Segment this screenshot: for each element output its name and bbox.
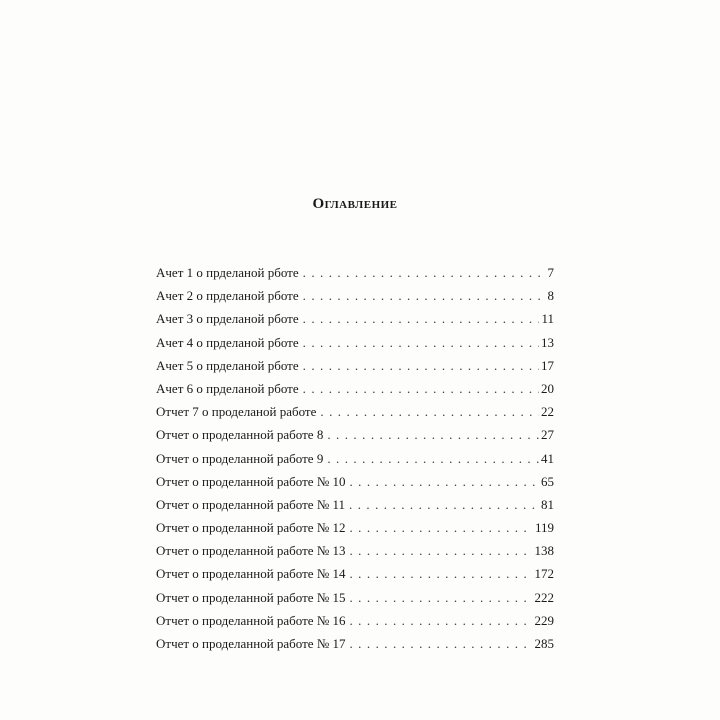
toc-entry	[156, 307, 554, 330]
toc-entry-label: Отчет о проделанной работе № 12	[156, 520, 346, 536]
toc-leader-dots	[349, 609, 532, 632]
toc-leader-dots	[303, 261, 546, 284]
toc-entry-label: Отчет о проделанной работе № 11	[156, 496, 345, 512]
toc-entry-page: 17	[541, 357, 554, 373]
toc-entry-page: 81	[541, 496, 554, 512]
toc-entry	[156, 562, 554, 585]
toc-leader-dots	[349, 470, 539, 493]
toc-entry	[156, 493, 554, 516]
toc-leader-dots	[327, 447, 539, 470]
toc-entry-label: Отчет о проделанной работе 9	[156, 450, 324, 466]
toc-entry-page: 20	[541, 380, 554, 396]
toc-entry-label: Ачет 1 о прделаной рботе	[156, 265, 299, 280]
toc-entry-label: Отчет о проделанной работе № 16	[156, 612, 346, 628]
toc-entry-label: Отчет о проделанной работе 8	[156, 427, 324, 443]
toc-entry	[156, 354, 554, 377]
toc-entry	[156, 331, 554, 354]
toc-entry-page: 11	[541, 311, 554, 327]
toc-entry-page: 7	[547, 265, 554, 280]
toc-entry	[156, 400, 554, 423]
toc-leader-dots	[303, 307, 540, 330]
toc-leader-dots	[303, 284, 546, 307]
toc-entry	[156, 447, 554, 470]
toc-entry-page: 229	[534, 612, 554, 628]
toc-entry-page: 222	[534, 589, 554, 605]
toc-entry-page: 65	[541, 473, 554, 489]
toc-entry-page: 138	[534, 543, 554, 559]
toc-entry-page: 13	[541, 334, 554, 350]
toc-entry-label: Отчет о проделанной работе № 14	[156, 566, 346, 582]
toc-entry	[156, 632, 554, 655]
toc-entry-label: Отчет о проделанной работе № 10	[156, 473, 346, 489]
toc-entry-page: 172	[534, 566, 554, 582]
toc-leader-dots	[320, 400, 539, 423]
toc-leader-dots	[349, 539, 532, 562]
toc-entry-label: Ачет 2 о прделаной рботе	[156, 288, 299, 304]
toc-entry-page: 8	[547, 288, 554, 304]
toc-entry	[156, 470, 554, 493]
toc-entry-label: Ачет 4 о прделаной рботе	[156, 334, 299, 350]
toc-leader-dots	[303, 354, 539, 377]
toc-entry-label: Ачет 3 о прделаной рботе	[156, 311, 299, 327]
toc-entry-label: Ачет 5 о прделаной рботе	[156, 357, 299, 373]
toc-entry-page: 22	[541, 404, 554, 420]
toc-entry	[156, 539, 554, 562]
toc-entry-label: Отчет 7 о проделаной работе	[156, 404, 317, 420]
toc-entry-label: Отчет о проделанной работе № 15	[156, 589, 346, 605]
toc-entry-label: Ачет 6 о прделаной рботе	[156, 380, 299, 396]
toc-list	[156, 261, 554, 655]
toc-entry	[156, 261, 554, 284]
toc-entry-label: Отчет о проделанной работе № 17	[156, 636, 346, 651]
toc-leader-dots	[349, 493, 539, 516]
toc-entry-page: 41	[541, 450, 554, 466]
toc-leader-dots	[349, 586, 532, 609]
toc-leader-dots	[303, 377, 539, 400]
toc-entry	[156, 586, 554, 609]
toc-entry-label: Отчет о проделанной работе № 13	[156, 543, 346, 559]
toc-leader-dots	[349, 562, 532, 585]
toc-leader-dots	[349, 632, 532, 655]
toc-title: Оглавление	[312, 196, 398, 212]
toc-entry	[156, 284, 554, 307]
toc-entry	[156, 516, 554, 539]
toc-entry-page: 285	[534, 636, 554, 651]
toc-entry	[156, 377, 554, 400]
toc-entry-page: 119	[534, 520, 554, 536]
toc-leader-dots	[349, 516, 532, 539]
toc-entry	[156, 423, 554, 446]
toc-entry-page: 27	[541, 427, 554, 443]
toc-leader-dots	[327, 423, 539, 446]
toc-entry	[156, 609, 554, 632]
toc-leader-dots	[303, 331, 539, 354]
